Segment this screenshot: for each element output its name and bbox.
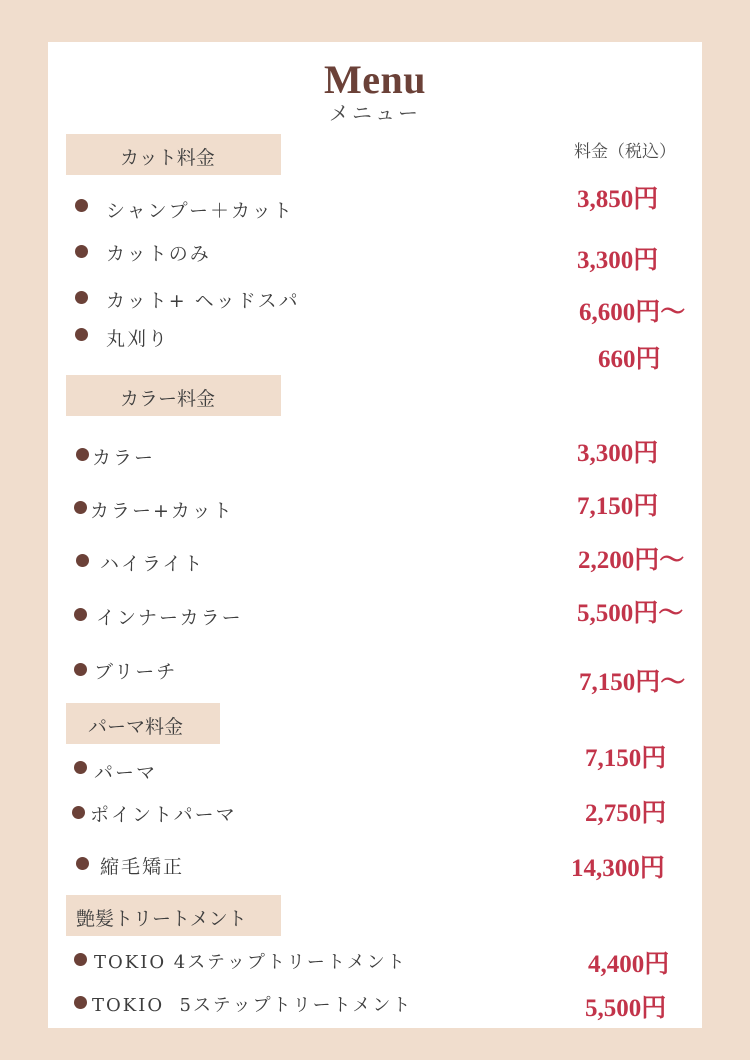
page-title: Menu [324,57,426,102]
price-column-header: 料金（税込） [574,142,676,162]
section-header-perm-label: パーマ料金 [88,716,184,738]
menu-item-price: 14,300円 [571,855,665,882]
section-header-treatment-label: 艶髪トリートメント [76,908,247,930]
menu-item-name: カットのみ [106,243,211,265]
menu-item-price: 6,600円〜 [579,299,686,326]
bullet-icon [75,291,88,304]
menu-item-price: 7,150円 [585,745,667,772]
menu-item-price: 2,750円 [585,800,667,827]
menu-item-name: カラー [92,447,156,469]
bullet-icon [74,953,87,966]
bullet-icon [74,761,87,774]
section-header-color-label: カラー料金 [120,388,216,410]
menu-item-name: カット+ ヘッドスパ [106,290,300,312]
menu-item-name: TOKIO 4ステップトリートメント [94,952,407,973]
menu-item-name: TOKIO 5ステップトリートメント [92,995,413,1016]
menu-item-name: ブリーチ [94,661,178,683]
menu-item-name: ハイライト [100,553,205,575]
bullet-icon [74,996,87,1009]
bullet-icon [74,501,87,514]
menu-item-name: パーマ [94,762,158,784]
menu-item-price: 2,200円〜 [578,547,685,574]
bullet-icon [76,857,89,870]
bullet-icon [76,448,89,461]
menu-item-name: ポイントパーマ [90,804,237,826]
menu-item-price: 3,300円 [577,247,659,274]
bullet-icon [75,199,88,212]
menu-item-price: 5,500円〜 [577,600,684,627]
bullet-icon [74,608,87,621]
menu-item-price: 7,150円 [577,493,659,520]
menu-item-price: 3,300円 [577,440,659,467]
menu-item-name: 縮毛矯正 [100,856,185,878]
menu-item-name: シャンプー＋カット [106,200,294,222]
menu-item-price: 7,150円〜 [579,669,686,696]
section-header-cut-label: カット料金 [120,147,215,169]
menu-item-price: 4,400円 [588,951,670,978]
menu-item-price: 660円 [598,346,661,373]
page-subtitle: メニュー [329,101,421,125]
bullet-icon [72,806,85,819]
menu-item-name: 丸刈り [106,328,170,350]
menu-item-price: 5,500円 [585,995,667,1022]
bullet-icon [75,245,88,258]
bullet-icon [74,663,87,676]
menu-item-price: 3,850円 [577,186,659,213]
menu-item-name: インナーカラー [96,607,243,629]
bullet-icon [76,554,89,567]
menu-item-name: カラー+カット [90,500,234,522]
bullet-icon [75,328,88,341]
